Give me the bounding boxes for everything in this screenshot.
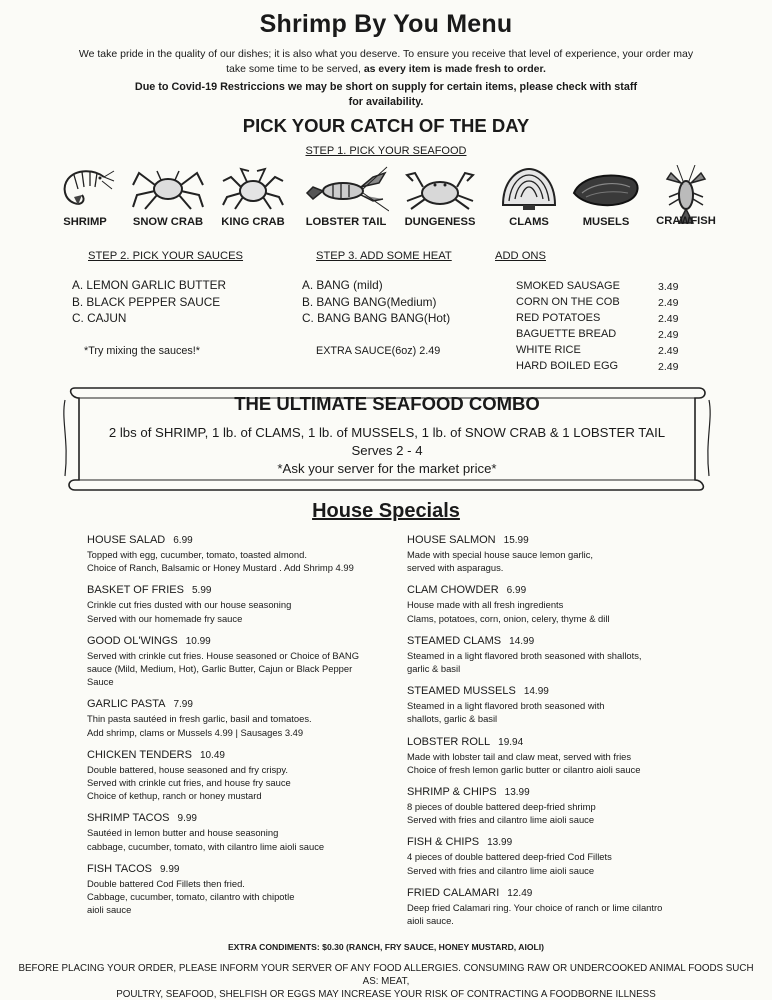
list-item[interactable]: FRIED CALAMARI 12.49 Deep fried Calamari ring. Your choice of ranch or lime cilantro aioli sauce.	[407, 886, 663, 927]
combo-serves: Serves 2 - 4	[351, 443, 423, 458]
list-item[interactable]: FISH TACOS 9.99 Double battered Cod Fillets then fried. Cabbage, cucumber, tomato, cilantro with chipotle aioli sauce	[87, 862, 295, 916]
seafood-option-clams[interactable]: CLAMS	[484, 165, 574, 228]
step2-heading: STEP 2. PICK YOUR SAUCES	[88, 250, 244, 262]
combo-title: THE ULTIMATE SEAFOOD COMBO	[234, 393, 540, 414]
list-item[interactable]: HOUSE SALAD 6.99 Topped with egg, cucumber, tomato, toasted almond. Choice of Ranch, Balsamic or Honey Mustard . Add Shrimp 4.99	[87, 534, 354, 574]
addon-item[interactable]: SMOKED SAUSAGE 3.49	[516, 280, 679, 293]
list-item[interactable]: LOBSTER ROLL 19.94 Made with lobster tail and claw meat, served with fries Choice of fresh lemon garlic butter or cilantro aioli sauce	[407, 735, 641, 775]
heat-list	[302, 277, 450, 327]
sauces-list	[72, 277, 226, 327]
combo-content	[63, 380, 711, 492]
addon-item[interactable]: HARD BOILED EGG 2.49	[516, 360, 679, 373]
list-item[interactable]: STEAMED CLAMS 14.99 Steamed in a light flavored broth seasoned with shallots, garlic & basil	[407, 634, 642, 675]
addons-heading: ADD ONS	[495, 250, 546, 262]
seafood-options	[56, 165, 736, 245]
king-crab-icon	[219, 165, 287, 213]
dungeness-crab-icon	[401, 165, 479, 213]
specials-left-column	[87, 533, 359, 925]
snow-crab-icon	[131, 165, 205, 213]
addon-item[interactable]: RED POTATOES 2.49	[516, 312, 679, 325]
seafood-option-shrimp[interactable]: SHRIMP	[40, 165, 130, 228]
seafood-option-snow-crab[interactable]: SNOW CRAB	[123, 165, 213, 228]
allergy-disclaimer: BEFORE PLACING YOUR ORDER, PLEASE INFORM YOUR SERVER OF ANY FOOD ALLERGIES. CONSUMING RAW OR UNDERCOOKED ANIMAL FOODS SUCH AS: MEAT, POULTRY, SEAFOOD, SHELFISH OR EGGS MAY INCREASE YOUR RISK OF CONTRACTING A FOODBORNE ILLNESS	[18, 963, 754, 1000]
list-item[interactable]: C. CAJUN	[72, 311, 127, 325]
list-item[interactable]: GARLIC PASTA 7.99 Thin pasta sautéed in fresh garlic, basil and tomatoes. Add shrimp, clams or Mussels 4.99 | Sausages 3.49	[87, 698, 312, 738]
sauces-note: *Try mixing the sauces!*	[84, 345, 201, 357]
list-item[interactable]: SHRIMP & CHIPS 13.99 8 pieces of double battered deep-fried shrimp Served with fries and cilantro lime aioli sauce	[407, 786, 596, 826]
specials-right-column	[407, 533, 662, 936]
list-item[interactable]: A. LEMON GARLIC BUTTER	[72, 278, 227, 292]
intro-line-2: take some time to be served, as every item is made fresh to order.	[226, 63, 546, 75]
extra-condiments-note: EXTRA CONDIMENTS: $0.30 (RANCH, FRY SAUCE, HONEY MUSTARD, AIOLI)	[227, 942, 545, 952]
list-item[interactable]: CHICKEN TENDERS 10.49 Double battered, house seasoned and fry crispy. Served with crinkle cut fries, and house fry sauce Choice of kethup, ranch or honey mustard	[87, 748, 291, 802]
list-item[interactable]: SHRIMP TACOS 9.99 Sautéed in lemon butter and house seasoning cabbage, cucumber, tomato, with cilantro lime aioli sauce	[87, 812, 325, 852]
catch-title: PICK YOUR CATCH OF THE DAY	[242, 115, 530, 136]
addons-list	[516, 278, 686, 374]
seafood-option-king-crab[interactable]: KING CRAB	[208, 165, 298, 228]
list-item[interactable]: C. BANG BANG BANG(Hot)	[302, 311, 451, 325]
combo-price-note: *Ask your server for the market price*	[277, 461, 497, 476]
list-item[interactable]: B. BLACK PEPPER SAUCE	[72, 294, 221, 309]
mussel-icon	[570, 165, 642, 213]
seafood-option-crawfish[interactable]: CRAWFISH	[641, 165, 731, 227]
shrimp-icon	[54, 165, 116, 213]
intro-text	[70, 47, 702, 77]
list-item[interactable]: GOOD OL'WINGS 10.99 Served with crinkle cut fries. House seasoned or Choice of BANG sauce (Mild, Medium, Hot), Garlic Butter, Cajun or Black Pepper Sauce	[87, 634, 359, 688]
list-item[interactable]: STEAMED MUSSELS 14.99 Steamed in a light flavored broth seasoned with shallots, garlic & basil	[407, 685, 605, 725]
list-item[interactable]: BASKET OF FRIES 5.99 Crinkle cut fries dusted with our house seasoning Served with our homemade fry sauce	[87, 584, 292, 624]
list-item[interactable]: HOUSE SALMON 15.99 Made with special house sauce lemon garlic, served with asparagus.	[407, 534, 594, 574]
covid-notice: Due to Covid-19 Restriccions we may be short on supply for certain items, please check with staff for availability.	[134, 81, 638, 108]
list-item[interactable]: A. BANG (mild)	[302, 278, 383, 292]
list-item[interactable]: FISH & CHIPS 13.99 4 pieces of double battered deep-fried Cod Fillets Served with fries and cilantro lime aioli sauce	[407, 836, 612, 876]
combo-box	[63, 380, 711, 492]
list-item[interactable]: CLAM CHOWDER 6.99 House made with all fresh ingredients Clams, potatoes, corn, onion, celery, thyme & dill	[407, 584, 610, 624]
extra-sauce-note: EXTRA SAUCE(6oz) 2.49	[316, 345, 441, 357]
addon-item[interactable]: CORN ON THE COB 2.49	[516, 296, 679, 309]
addon-item[interactable]: BAGUETTE BREAD 2.49	[516, 328, 679, 341]
intro-line-1: We take pride in the quality of our dishes; it is also what you deserve. To ensure you receive that level of experience, your order may	[78, 48, 694, 60]
clam-icon	[499, 165, 559, 213]
step3-heading: STEP 3. ADD SOME HEAT	[316, 250, 452, 262]
seafood-option-lobster-tail[interactable]: LOBSTER TAIL	[301, 165, 391, 228]
addon-item[interactable]: WHITE RICE 2.49	[516, 344, 679, 357]
menu-title: Shrimp By You Menu	[259, 10, 513, 38]
seafood-option-dungeness[interactable]: DUNGENESS	[395, 165, 485, 228]
list-item[interactable]: B. BANG BANG(Medium)	[302, 294, 437, 309]
house-specials-title: House Specials	[312, 500, 460, 522]
step1-heading: STEP 1. PICK YOUR SEAFOOD	[305, 145, 467, 157]
combo-contents: 2 lbs of SHRIMP, 1 lb. of CLAMS, 1 lb. of MUSSELS, 1 lb. of SNOW CRAB & 1 LOBSTER TAIL	[108, 425, 666, 440]
seafood-option-musels[interactable]: MUSELS	[561, 165, 651, 228]
lobster-icon	[303, 165, 389, 213]
